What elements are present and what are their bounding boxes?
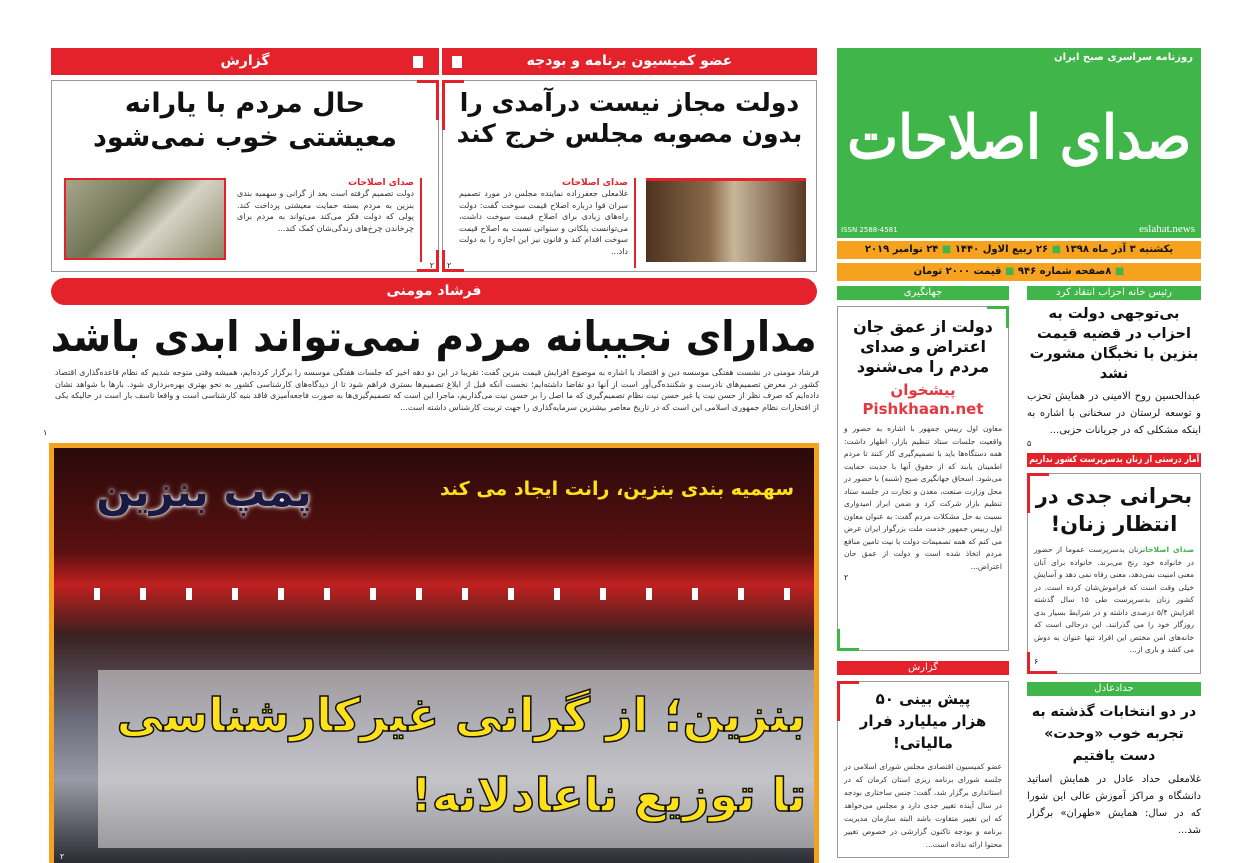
date-hijri: ۲۶ ربیع الاول ۱۴۴۰ xyxy=(955,244,1050,255)
story-left[interactable] xyxy=(52,80,440,272)
story-mid[interactable] xyxy=(443,80,818,272)
headline[interactable]: دولت از عمق جان اعتراض و صدای مردم را می‌شنود xyxy=(854,317,994,376)
body-text: غلامعلی حداد عادل در همایش اساتید دانشگاه و مراکز آموزش عالی این شورا که در سال: همایش «طهران» برگزار شد... xyxy=(1028,773,1202,836)
square-icon xyxy=(453,56,463,68)
kicker-text: عضو کمیسیون برنامه و بودجه xyxy=(527,53,734,69)
body-text: معاون اول رییس جمهور با اشاره به حضور و واقعیت جلسات ستاد تنظیم بازار، اظهار داشت: همه دستگاه‌ها باید با تصمیم‌گیری کار کنند تا مردم اطمینان یابند که از حقوق آنها با جدیت حمایت می‌شود. اسحاق جهانگیری صبح (شنبه) با حضور در محل وزارت صنعت، معدن و تجارت در جلسه ستاد تنظیم بازار شرکت کرد و ضمن ابراز امیدواری نسبت به حل مشکلات مردم گفت: به عنوان معاون اول رییس جمهور خدمت ملت بزرگوار ایران عرض می کنم که همه تصمیمات دولت با نیت تامین منافع مردم اتخاذ شده است و دولت از عمق جان اعتراض... xyxy=(845,424,1003,571)
kicker-text: حدادعادل xyxy=(1095,682,1135,694)
headline[interactable]: در دو انتخابات گذشته به تجربه خوب «وحدت» دست یافتیم xyxy=(1032,703,1198,764)
kicker-bar xyxy=(838,286,1010,300)
author: فرشاد مومنی xyxy=(387,283,483,299)
issn: ISSN 2588-4581 xyxy=(842,226,899,234)
page-number: ۲ xyxy=(430,261,435,270)
pump-sign-wrap xyxy=(75,462,335,522)
column-3 xyxy=(838,286,1010,863)
headline[interactable]: پیش بینی ۵۰ هزار میلیارد فرار مالیاتی! xyxy=(860,690,988,752)
source: صدای اصلاحات xyxy=(563,178,629,188)
body-text xyxy=(1035,544,1195,657)
pump-sign: پمپ بنزین xyxy=(97,467,313,516)
photo-portrait xyxy=(647,178,807,262)
kicker-text: رئیس خانه احزاب انتقاد کرد xyxy=(1056,287,1173,298)
page-number: ۵ xyxy=(1028,439,1033,448)
source: صدای اصلاحات xyxy=(349,178,415,188)
author-pill xyxy=(52,278,818,305)
photo-story[interactable] xyxy=(50,443,820,863)
date-bar: یکشنبه ۳ آذر ماه ۱۳۹۸ ■ ۲۶ ربیع الاول ۱۴۴۰ ■ ۲۴ نوامبر ۲۰۱۹ xyxy=(838,241,1202,259)
logo: صدای اصلاحات xyxy=(848,103,1192,173)
lead-headline[interactable]: مدارای نجیبانه مردم نمی‌تواند ابدی باشد xyxy=(52,312,818,361)
photo-headline-1-wrap xyxy=(105,680,807,750)
headline[interactable]: بی‌توجهی دولت به احزاب در قضیه قیمت بنزین با نخبگان مشورت نشد xyxy=(1030,306,1200,382)
issue-number: ۸صفحه شماره ۹۴۶ xyxy=(1018,266,1113,277)
story-col3-bottom[interactable] xyxy=(838,681,1010,858)
body-text-content: زنان بدسرپرست عموما از حضور در خانواده خود رنج می‌برند. خانواده برای آنان معنی امنیت نمی‌دهد، معنی رفاه نمی دهد و آسایش خیلی وقت است که فراموش‌شان کرده است. در کشور زنان بدسرپرست طی ۱۵ سال گذشته افزایش ۵/۴ درصدی داشته و در شرایط بسیار بدی روزگار خود را می گذرانند. این درحالی است که خانه‌های امن مختص این افراد تنها عنوان به دوش می کشد و باری از... xyxy=(1035,545,1195,654)
body-text: عضو کمیسیون اقتصادی مجلس شورای اسلامی در جلسه شورای برنامه ریزی استان کرمان که در استانداری برگزار شد، گفت: جنس ساختاری بودجه در سال آینده تغییر جدی دارد و مجلس می‌خواهد که این تغییر متفاوت باشد البته سازمان مدیریت برنامه و بودجه تاکنون گزارشی در خصوص تغییر محتوا ارائه نداده است... xyxy=(845,762,1003,849)
kicker-bar xyxy=(1028,682,1202,696)
page-number: ۱ xyxy=(44,428,49,437)
kicker-text: جهانگیری xyxy=(904,287,944,298)
story-col3-top[interactable] xyxy=(838,306,1010,651)
body-text: غلامعلی جعفرزاده نماینده مجلس در مورد تصمیم سران قوا درباره اصلاح قیمت سوخت گفت: دولت راه‌های زیادی برای اصلاح قیمت سوخت داشت، می‌توانست پلکانی و سنواتی نسبت به اصلاح قیمت سوخت اقدام کند و قانون نیز این اجازه را به دولت داد... xyxy=(460,189,629,256)
story-col4-bottom[interactable] xyxy=(1028,701,1202,839)
kicker-bar xyxy=(52,48,440,75)
page-number: ۲ xyxy=(845,573,850,582)
logo-wrap xyxy=(848,88,1192,188)
photo-headline-1[interactable]: بنزین؛ از گرانی غیرکارشناسی xyxy=(117,688,807,742)
price: قیمت ۲۰۰۰ تومان xyxy=(914,266,1003,277)
page-number: ۲ xyxy=(61,852,66,861)
lead-headline-wrap xyxy=(52,308,818,366)
story-col4-mid[interactable] xyxy=(1028,473,1202,674)
lead-body-text: فرشاد مومنی در نشست هفتگی موسسه دین و اقتصاد با اشاره به موضوع افزایش قیمت بنزین گفت: تقریبا در این دو دهه اخیر که جلسات هفتگی موسسه را برگزار کرده‌ایم، همیشه وقتی متوجه شدیم که نظام قاعده‌گذاری اقتصاد کشور در معرض تصمیم‌های نادرست و شکننده‌گی‌آور است از آنها دو تقاضا داشته‌ایم؛ نخست آنکه قبل از ابلاغ تصمیم‌ها بستری فراهم شود تا از دیدگاه‌های کارشناسی کشور به نحو بهتری بهره‌برداری شود. بارها با شواهد نشان داده‌ایم که صرف نظر از حسن نیت یا غیر حسن نیت نظام تصمیم‌گیری که ما اصل را بر حسن نیت می‌گذاریم، ماجرا این است که تصمیم‌گیری‌ها به صورت فاجعه‌آمیزی فاقد بنیه کارشناسی است و واقعا تاسف بار است در حالیکه یکی از افتخارات نظام جمهوری اسلامی این است که در تاریخ معاصر بیشترین سرمایه‌گذاری را جهت تربیت کارشناس داشته است... xyxy=(56,368,820,412)
headline[interactable]: دولت مجاز نیست درآمدی را بدون مصوبه مجلس خرج کند xyxy=(457,88,804,149)
photo-kicker-wrap xyxy=(345,474,795,504)
kicker-bar xyxy=(443,48,818,75)
story-col4-top[interactable] xyxy=(1028,304,1202,449)
headline[interactable]: بحرانی جدی در انتظار زنان! xyxy=(1036,484,1194,536)
tagline: روزنامه سراسری صبح ایران xyxy=(1055,52,1194,63)
photo-headline-2-wrap xyxy=(105,760,807,830)
page-number: ۶ xyxy=(1035,656,1040,666)
lead-body xyxy=(56,367,820,441)
kicker-bar xyxy=(1028,453,1202,467)
issue-bar: ■ ۸صفحه شماره ۹۴۶ ■ قیمت ۲۰۰۰ تومان xyxy=(838,263,1202,281)
kicker-bar xyxy=(1028,286,1202,300)
photo-money xyxy=(65,178,227,260)
body-text: دولت تصمیم گرفته است بعد از گرانی و سهمیه بندی بنزین به مردم بسته حمایت معیشتی پرداخت کند. پولی که دولت فکر می‌کند می‌تواند به مردم برای چرخاندن چرخ‌های زندگی‌شان کمک کند... xyxy=(238,189,415,233)
watermark: پیشخوان Pishkhaan.net xyxy=(863,381,985,418)
website: eslahat.news xyxy=(1140,223,1196,235)
date-gregorian: ۲۴ نوامبر ۲۰۱۹ xyxy=(865,244,940,255)
square-icon xyxy=(414,56,424,68)
source: صدای اصلاحات xyxy=(1143,545,1195,554)
kicker-text: گزارش xyxy=(221,53,271,69)
canopy-lights xyxy=(55,588,815,600)
masthead[interactable] xyxy=(838,48,1202,238)
photo-kicker: سهمیه بندی بنزین، رانت ایجاد می کند xyxy=(440,478,795,500)
headline[interactable]: حال مردم با یارانه معیشتی خوب نمی‌شود xyxy=(93,88,398,153)
kicker-text: آمار درستی از زنان بدسرپرست کشور نداریم xyxy=(1030,455,1200,465)
kicker-bar xyxy=(838,661,1010,675)
kicker-text: گزارش xyxy=(908,662,940,673)
page-number: ۲ xyxy=(448,261,453,270)
body-text: عبدالحسین روح الامینی در همایش تحزب و توسعه لرستان در سخنانی با اشاره به اینکه مشکلی که در جریانات حزبی... xyxy=(1028,391,1202,436)
date-persian: یکشنبه ۳ آذر ماه ۱۳۹۸ xyxy=(1065,244,1175,255)
photo-headline-2[interactable]: تا توزیع ناعادلانه! xyxy=(411,768,807,822)
column-4 xyxy=(1028,286,1202,863)
